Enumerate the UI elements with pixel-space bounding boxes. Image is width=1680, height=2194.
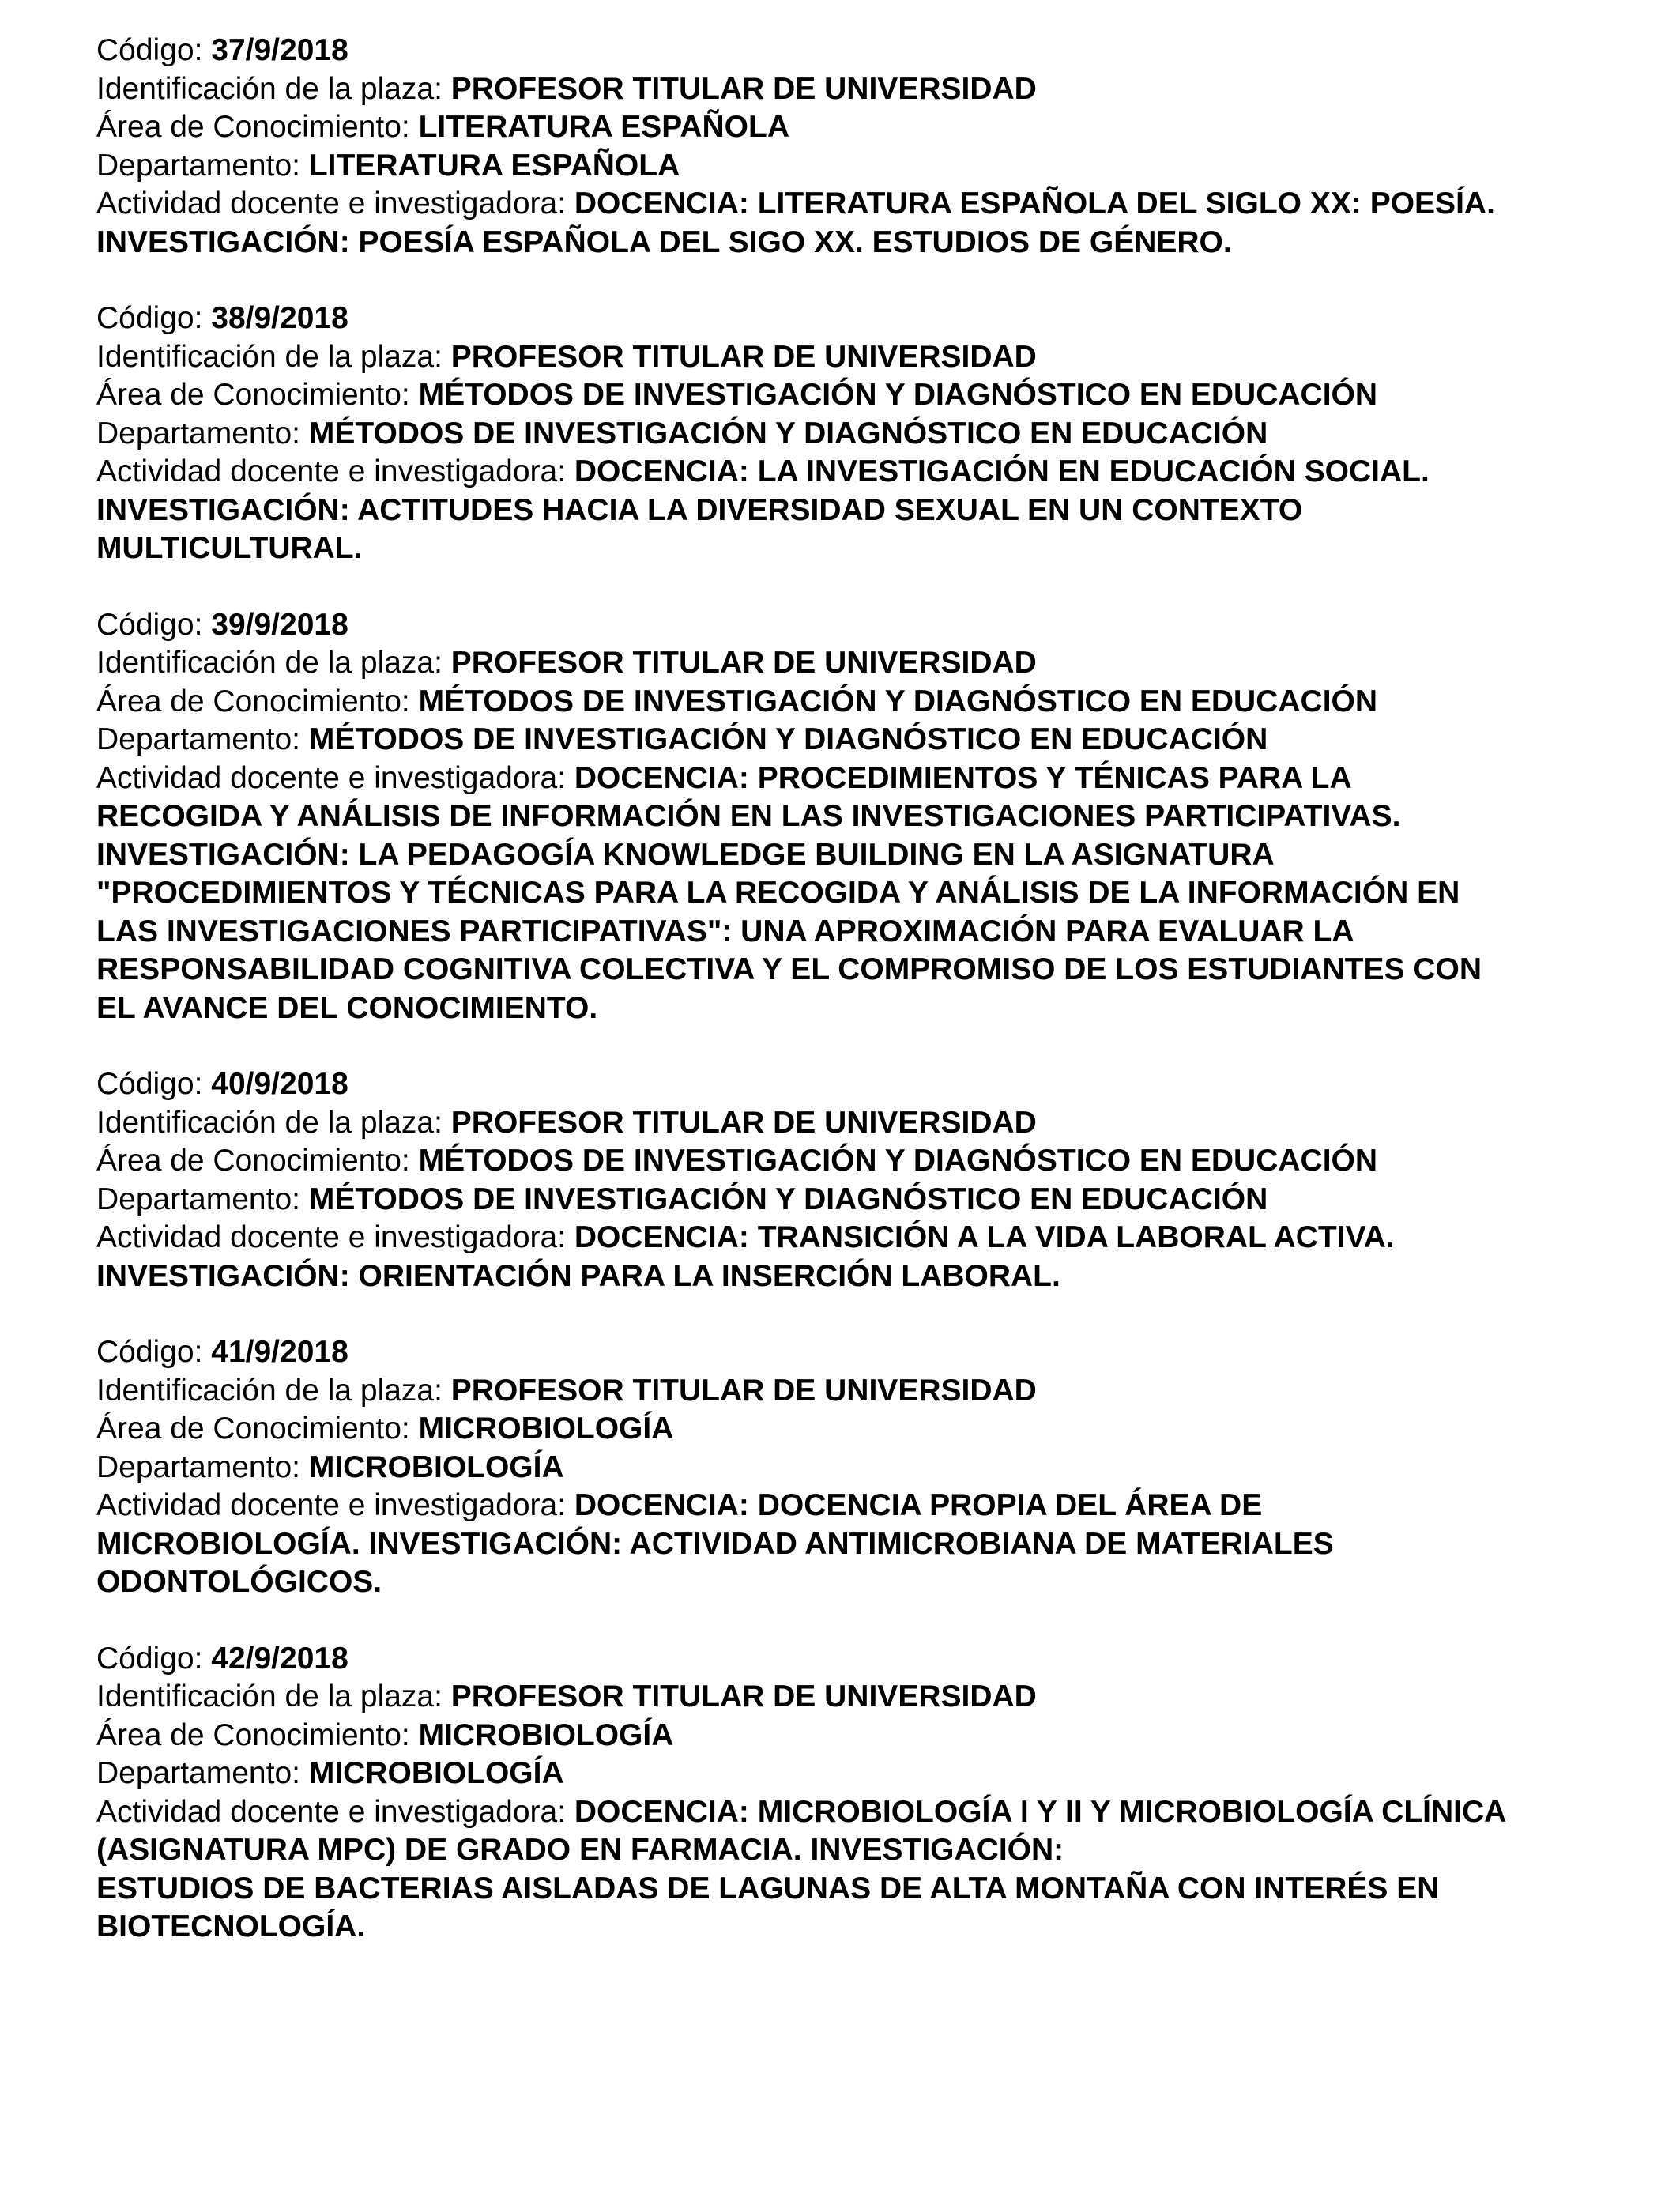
departamento-label: Departamento: — [96, 1182, 300, 1216]
actividad-continuation: ESTUDIOS DE BACTERIAS AISLADAS DE LAGUNAS DE ALTA MONTAÑA CON INTERÉS EN — [96, 1871, 1440, 1906]
actividad-continuation: BIOTECNOLOGÍA. — [96, 1909, 366, 1943]
area-value: MÉTODOS DE INVESTIGACIÓN Y DIAGNÓSTICO EN EDUCACIÓN — [418, 684, 1378, 718]
codigo-value: 40/9/2018 — [211, 1067, 348, 1101]
actividad-label: Actividad docente e investigadora: — [96, 1488, 567, 1522]
plaza-entry-41 — [96, 1333, 1614, 1602]
plaza-line — [96, 70, 1614, 109]
plaza-line — [96, 1678, 1614, 1717]
codigo-label: Código: — [96, 301, 203, 335]
departamento-line — [96, 1449, 1614, 1487]
actividad-line — [96, 453, 1614, 492]
departamento-label: Departamento: — [96, 722, 300, 756]
codigo-value: 39/9/2018 — [211, 607, 348, 642]
plaza-label: Identificación de la plaza: — [96, 1679, 443, 1713]
actividad-continuation: INVESTIGACIÓN: LA PEDAGOGÍA KNOWLEDGE BUILDING EN LA ASIGNATURA — [96, 837, 1275, 872]
departamento-value: MICROBIOLOGÍA — [308, 1756, 564, 1790]
plaza-value: PROFESOR TITULAR DE UNIVERSIDAD — [450, 1373, 1037, 1408]
codigo-line — [96, 606, 1614, 645]
plaza-label: Identificación de la plaza: — [96, 1373, 443, 1408]
plaza-entry-40 — [96, 1065, 1614, 1295]
codigo-value: 37/9/2018 — [211, 33, 348, 67]
actividad-line — [96, 1219, 1614, 1257]
plaza-line — [96, 1104, 1614, 1143]
plaza-entry-37 — [96, 32, 1614, 262]
codigo-line — [96, 1333, 1614, 1372]
departamento-label: Departamento: — [96, 148, 300, 183]
actividad-continuation: (ASIGNATURA MPC) DE GRADO EN FARMACIA. INVESTIGACIÓN: — [96, 1833, 1064, 1867]
actividad-continuation: ODONTOLÓGICOS. — [96, 1565, 382, 1599]
actividad-value: DOCENCIA: LA INVESTIGACIÓN EN EDUCACIÓN SOCIAL. — [574, 454, 1430, 488]
area-label: Área de Conocimiento: — [96, 1144, 410, 1178]
area-label: Área de Conocimiento: — [96, 1412, 410, 1446]
area-label: Área de Conocimiento: — [96, 1717, 410, 1752]
plaza-label: Identificación de la plaza: — [96, 71, 443, 106]
actividad-label: Actividad docente e investigadora: — [96, 1220, 567, 1254]
plaza-label: Identificación de la plaza: — [96, 339, 443, 374]
area-value: MÉTODOS DE INVESTIGACIÓN Y DIAGNÓSTICO EN EDUCACIÓN — [418, 1144, 1378, 1178]
plaza-value: PROFESOR TITULAR DE UNIVERSIDAD — [450, 71, 1037, 106]
departamento-line — [96, 1181, 1614, 1220]
area-label: Área de Conocimiento: — [96, 110, 410, 144]
plaza-label: Identificación de la plaza: — [96, 646, 443, 680]
actividad-continuation: LAS INVESTIGACIONES PARTICIPATIVAS": UNA APROXIMACIÓN PARA EVALUAR LA — [96, 914, 1354, 948]
plaza-value: PROFESOR TITULAR DE UNIVERSIDAD — [450, 646, 1037, 680]
area-line — [96, 1717, 1614, 1755]
actividad-continuation: MICROBIOLOGÍA. INVESTIGACIÓN: ACTIVIDAD ANTIMICROBIANA DE MATERIALES — [96, 1526, 1334, 1561]
actividad-line — [96, 1487, 1614, 1525]
departamento-line — [96, 721, 1614, 760]
actividad-label: Actividad docente e investigadora: — [96, 454, 567, 488]
actividad-continuation: RESPONSABILIDAD COGNITIVA COLECTIVA Y EL COMPROMISO DE LOS ESTUDIANTES CON — [96, 952, 1482, 986]
codigo-label: Código: — [96, 1335, 203, 1369]
area-value: MICROBIOLOGÍA — [418, 1412, 674, 1446]
area-line — [96, 1142, 1614, 1181]
plaza-entry-39 — [96, 606, 1614, 1028]
actividad-continuation: EL AVANCE DEL CONOCIMIENTO. — [96, 990, 598, 1025]
actividad-continuation: INVESTIGACIÓN: POESÍA ESPAÑOLA DEL SIGO XX. ESTUDIOS DE GÉNERO. — [96, 224, 1232, 259]
departamento-value: LITERATURA ESPAÑOLA — [308, 148, 680, 183]
codigo-line — [96, 1065, 1614, 1104]
area-line — [96, 108, 1614, 147]
codigo-line — [96, 1640, 1614, 1679]
document-body — [96, 32, 1614, 1985]
codigo-label: Código: — [96, 33, 203, 67]
area-line — [96, 1410, 1614, 1449]
departamento-value: MÉTODOS DE INVESTIGACIÓN Y DIAGNÓSTICO EN EDUCACIÓN — [308, 416, 1268, 450]
actividad-value: DOCENCIA: LITERATURA ESPAÑOLA DEL SIGLO XX: POESÍA. — [574, 187, 1495, 221]
departamento-label: Departamento: — [96, 416, 300, 450]
codigo-label: Código: — [96, 1067, 203, 1101]
actividad-label: Actividad docente e investigadora: — [96, 1794, 567, 1829]
actividad-continuation: INVESTIGACIÓN: ORIENTACIÓN PARA LA INSERCIÓN LABORAL. — [96, 1258, 1060, 1293]
actividad-line — [96, 185, 1614, 224]
codigo-value: 41/9/2018 — [211, 1335, 348, 1369]
area-value: MÉTODOS DE INVESTIGACIÓN Y DIAGNÓSTICO EN EDUCACIÓN — [418, 378, 1378, 412]
area-line — [96, 376, 1614, 415]
actividad-value: DOCENCIA: MICROBIOLOGÍA I Y II Y MICROBIOLOGÍA CLÍNICA — [574, 1794, 1507, 1829]
departamento-value: MÉTODOS DE INVESTIGACIÓN Y DIAGNÓSTICO EN EDUCACIÓN — [308, 722, 1268, 756]
departamento-label: Departamento: — [96, 1756, 300, 1790]
area-value: LITERATURA ESPAÑOLA — [418, 110, 790, 144]
actividad-value: DOCENCIA: PROCEDIMIENTOS Y TÉNICAS PARA LA — [574, 760, 1352, 795]
codigo-value: 42/9/2018 — [211, 1641, 348, 1676]
plaza-line — [96, 338, 1614, 377]
codigo-value: 38/9/2018 — [211, 301, 348, 335]
departamento-line — [96, 147, 1614, 186]
actividad-continuation: INVESTIGACIÓN: ACTITUDES HACIA LA DIVERSIDAD SEXUAL EN UN CONTEXTO — [96, 492, 1303, 527]
actividad-line — [96, 760, 1614, 798]
actividad-value: DOCENCIA: DOCENCIA PROPIA DEL ÁREA DE — [574, 1488, 1263, 1522]
area-label: Área de Conocimiento: — [96, 378, 410, 412]
departamento-line — [96, 415, 1614, 454]
plaza-value: PROFESOR TITULAR DE UNIVERSIDAD — [450, 1679, 1037, 1713]
departamento-value: MICROBIOLOGÍA — [308, 1449, 564, 1484]
plaza-value: PROFESOR TITULAR DE UNIVERSIDAD — [450, 1105, 1037, 1140]
area-label: Área de Conocimiento: — [96, 684, 410, 718]
actividad-continuation: MULTICULTURAL. — [96, 531, 363, 565]
plaza-line — [96, 1372, 1614, 1411]
departamento-line — [96, 1755, 1614, 1793]
plaza-value: PROFESOR TITULAR DE UNIVERSIDAD — [450, 339, 1037, 374]
departamento-value: MÉTODOS DE INVESTIGACIÓN Y DIAGNÓSTICO EN EDUCACIÓN — [308, 1182, 1268, 1216]
actividad-label: Actividad docente e investigadora: — [96, 760, 567, 795]
codigo-line — [96, 32, 1614, 70]
actividad-value: DOCENCIA: TRANSICIÓN A LA VIDA LABORAL ACTIVA. — [574, 1220, 1395, 1254]
actividad-label: Actividad docente e investigadora: — [96, 187, 567, 221]
plaza-entry-38 — [96, 300, 1614, 568]
area-line — [96, 683, 1614, 722]
codigo-label: Código: — [96, 1641, 203, 1676]
codigo-label: Código: — [96, 607, 203, 642]
plaza-line — [96, 644, 1614, 683]
area-value: MICROBIOLOGÍA — [418, 1717, 674, 1752]
plaza-entry-42 — [96, 1640, 1614, 1947]
departamento-label: Departamento: — [96, 1449, 300, 1484]
plaza-label: Identificación de la plaza: — [96, 1105, 443, 1140]
actividad-continuation: "PROCEDIMIENTOS Y TÉCNICAS PARA LA RECOGIDA Y ANÁLISIS DE LA INFORMACIÓN EN — [96, 876, 1460, 910]
codigo-line — [96, 300, 1614, 338]
actividad-line — [96, 1793, 1614, 1832]
actividad-continuation: RECOGIDA Y ANÁLISIS DE INFORMACIÓN EN LAS INVESTIGACIONES PARTICIPATIVAS. — [96, 799, 1401, 833]
